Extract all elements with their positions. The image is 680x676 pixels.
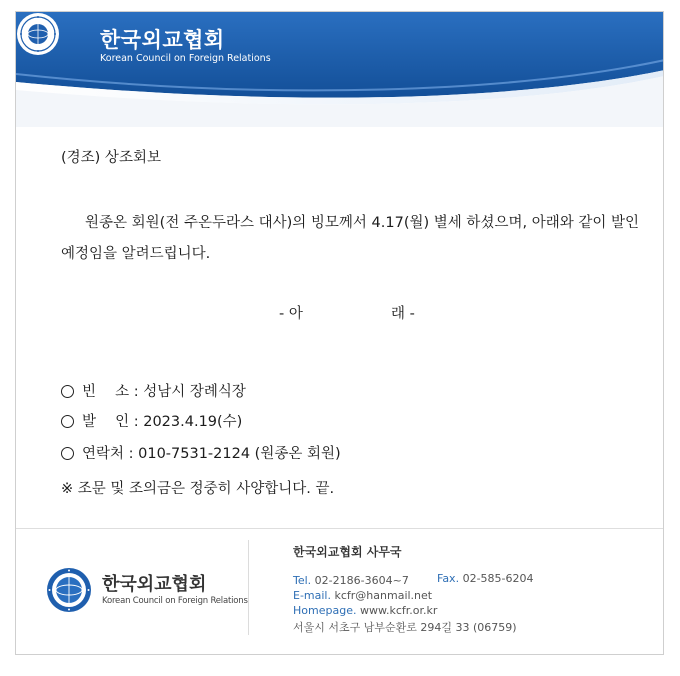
- header-org-name: 한국외교협회: [100, 28, 225, 52]
- office-name: 한국외교협회 사무국: [293, 545, 402, 559]
- footer-divider: [16, 528, 663, 529]
- homepage-label: Homepage.: [293, 604, 357, 617]
- fax-value: 02-585-6204: [462, 572, 534, 585]
- fax-line: [437, 572, 534, 585]
- tel-line: [293, 574, 409, 587]
- item-text: 발 인 : 2023.4.19(수): [82, 414, 243, 430]
- homepage-link[interactable]: www.kcfr.or.kr: [359, 604, 438, 617]
- circle-bullet-icon: [61, 447, 74, 460]
- email-label: E-mail.: [293, 589, 331, 602]
- header-org-name-en: Korean Council on Foreign Relations: [100, 53, 271, 64]
- email-line: [293, 589, 432, 602]
- globe-logo-icon: [16, 12, 60, 56]
- notice-paragraph: 원종온 회원(전 주온두라스 대사)의 빙모께서 4.17(월) 별세 하셨으며, 아래와 같이 발인 예정임을 알려드립니다.: [61, 215, 639, 262]
- tel-label: Tel.: [293, 574, 312, 587]
- notice-note: ※ 조문 및 조의금은 정중히 사양합니다. 끝.: [61, 481, 335, 497]
- heading-ah: - 아: [279, 306, 303, 322]
- circle-bullet-icon: [61, 385, 74, 398]
- footer-vertical-divider: [248, 540, 249, 635]
- notice-card: [15, 11, 664, 655]
- item-text: 빈 소 : 성남시 장례식장: [82, 384, 246, 400]
- circle-bullet-icon: [61, 415, 74, 428]
- list-item: [61, 410, 242, 434]
- heading-rae: 래 -: [391, 306, 415, 322]
- footer-globe-logo-icon: [46, 567, 92, 613]
- footer-org-name: 한국외교협회: [102, 574, 207, 595]
- header-banner: [16, 12, 663, 127]
- item-text: 연락처 : 010-7531-2124 (원종온 회원): [82, 446, 341, 462]
- list-item: [61, 380, 246, 404]
- footer-org-name-en: Korean Council on Foreign Relations: [102, 596, 248, 606]
- address: 서울시 서초구 남부순환로 294길 33 (06759): [293, 621, 517, 634]
- tel-value: 02-2186-3604~7: [314, 574, 409, 587]
- notice-title: (경조) 상조회보: [61, 150, 161, 166]
- email-value[interactable]: kcfr@hanmail.net: [334, 589, 433, 602]
- list-item: [61, 442, 341, 466]
- fax-label: Fax.: [437, 572, 460, 585]
- homepage-line: [293, 604, 437, 617]
